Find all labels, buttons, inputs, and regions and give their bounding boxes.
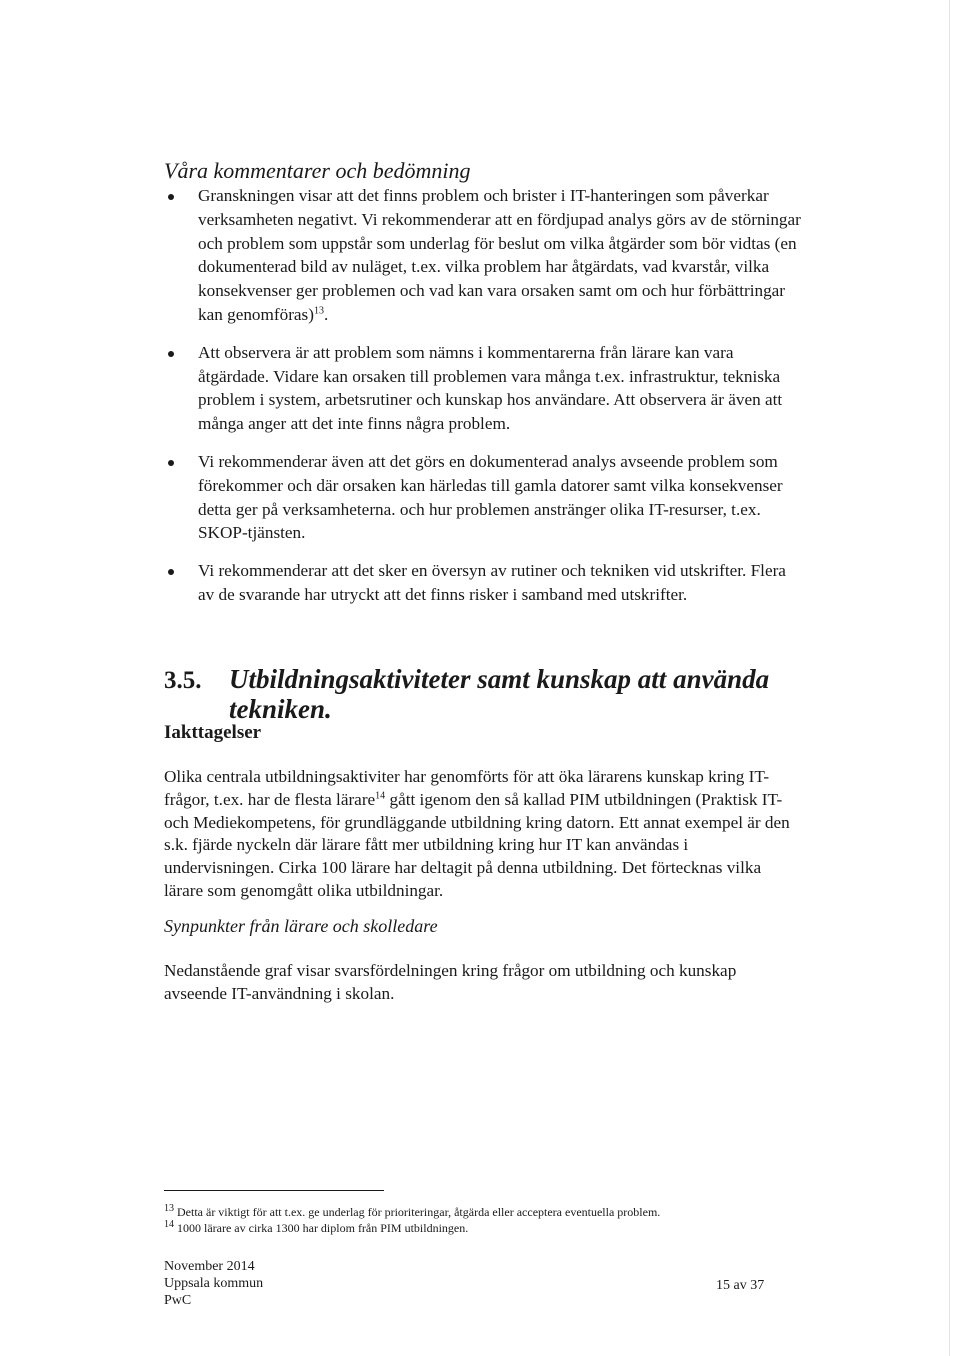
section-number: 3.5.: [164, 667, 202, 695]
footnote-divider: [164, 1190, 384, 1191]
footnotes: [164, 1204, 804, 1236]
viewpoints-paragraph: Nedanstående graf visar svarsfördelningen kring frågor om utbildning och kunskap avseende IT-användning i skolan.: [164, 961, 737, 1003]
list-item: [164, 450, 804, 545]
list-item: [164, 184, 804, 327]
footnote-ref: 14: [375, 790, 386, 802]
footnote-number: 13: [164, 1203, 174, 1214]
footnote-ref: 13: [313, 305, 324, 317]
paragraph-text-continued: gått igenom den så kallad PIM utbildningen (Praktisk IT- och Mediekompetens, för grundläggande utbildning kring datorn. Ett annat exempel är den s.k. fjärde nyckeln där lärare fått mer utbildning kring hur IT kan användas i undervisningen. Cirka 100 lärare har deltagit på denna utbildning. Det förtecknas vilka lärare som genomgått olika utbildningar.: [164, 789, 790, 900]
list-item-text: Vi rekommenderar att det sker en översyn av rutiner och tekniken vid utskrifter. Flera av de svarande har utryckt att det finns risker i samband med utskrifter.: [198, 561, 786, 604]
footnote-number: 14: [164, 1219, 174, 1230]
list-item-text: Granskningen visar att det finns problem och brister i IT-hanteringen som påverkar verksamheten negativt. Vi rekommenderar att en fördjupad analys görs av de störningar och problem som uppstår som underlag för beslut om vilka åtgärder som bör vidtas (en dokumenterad bild av nuläget, t.ex. vilka problem har åtgärdats, vad kvarstår, vilka konsekvenser ger problemen och vad kan vara orsaken samt om och hur förbättringar kan genomföras): [198, 186, 801, 324]
viewpoints-heading: Synpunkter från lärare och skolledare: [164, 916, 438, 936]
paragraph-text: Olika centrala utbildningsaktiviter har genomförts för att öka lärarens kunskap kring IT-frågor, t.ex. har de flesta lärare: [164, 767, 770, 809]
bullet-icon: [168, 194, 174, 200]
observations-heading: Iakttagelser: [164, 722, 262, 743]
recommendation-list: [164, 184, 804, 621]
list-item-text: Vi rekommenderar även att det görs en dokumenterad analys avseende problem som förekommer och där orsaken kan härledas till gamla datorer samt vilka konsekvenser detta ger på verksamheterna. och hur problemen anstränger olika IT-resurser, t.ex. SKOP-tjänsten.: [198, 451, 783, 543]
list-item-text: Att observera är att problem som nämns i kommentarerna från lärare kan vara åtgärdade. Vidare kan orsaken till problemen vara många t.ex. infrastruktur, tekniska problem i system, arbetsrutiner och kunskap hos användare. Att observera är även att många anger att det inte finns några problem.: [198, 342, 783, 434]
footer-firm: PwC: [164, 1293, 192, 1308]
bullet-icon: [168, 351, 174, 357]
bullet-icon: [168, 569, 174, 575]
footnote-item: [164, 1204, 804, 1220]
footer-organization: Uppsala kommun: [164, 1276, 264, 1291]
footnote-item: [164, 1220, 804, 1236]
footnote-text: 1000 lärare av cirka 1300 har diplom från PIM utbildningen.: [177, 1221, 469, 1235]
page-number: 15 av 37: [716, 1278, 765, 1293]
list-item-tail: .: [323, 304, 329, 324]
page-footer: [164, 1258, 263, 1309]
section-title: Utbildningsaktiviteter samt kunskap att använda tekniken.: [229, 664, 770, 725]
list-item: [164, 341, 804, 436]
footer-date: November 2014: [164, 1259, 255, 1274]
observations-paragraph: [164, 766, 794, 903]
footnote-text: Detta är viktigt för att t.ex. ge underlag för prioriteringar, åtgärda eller acceptera eventuella problem.: [177, 1205, 661, 1219]
list-item: [164, 559, 804, 607]
bullet-icon: [168, 460, 174, 466]
comments-heading: Våra kommentarer och bedömning: [164, 158, 471, 183]
section-heading: [164, 664, 784, 724]
